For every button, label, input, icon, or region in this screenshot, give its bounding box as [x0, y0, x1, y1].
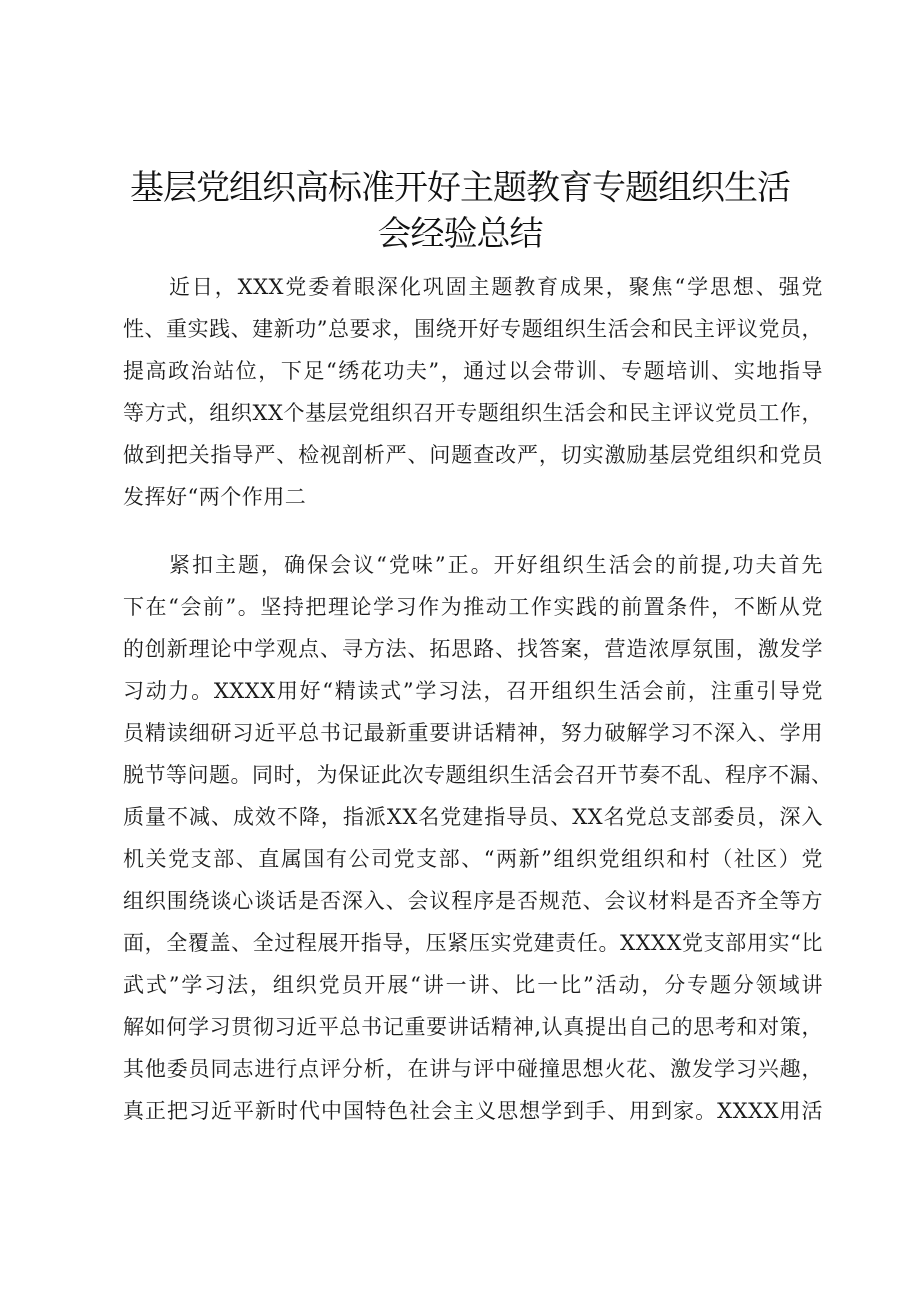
paragraph-line: 等方式，组织XX个基层党组织召开专题组织生活会和民主评议党员工作， [123, 401, 823, 425]
title-line-2: 会经验总结 [377, 214, 543, 254]
paragraph-line: 机关党支部、直属国有公司党支部、“两新”组织党组织和村（社区）党 [123, 847, 823, 871]
paragraph-line: 紧扣主题，确保会议“党味”正。开好组织生活会的前提,功夫首先 [169, 553, 823, 577]
paragraph-line: 其他委员同志进行点评分析，在讲与评中碰撞思想火花、激发学习兴趣， [123, 1057, 823, 1081]
title-line-1: 基层党组织高标准开好主题教育专题组织生活 [130, 168, 790, 208]
paragraph-line: 武式”学习法，组织党员开展“讲一讲、比一比”活动，分专题分领域讲 [123, 973, 823, 997]
paragraph-line: 发挥好“两个作用二 [123, 485, 307, 509]
paragraph-line: 面，全覆盖、全过程展开指导，压紧压实党建责任。XXXX党支部用实“比 [123, 931, 823, 955]
paragraph-line: 真正把习近平新时代中国特色社会主义思想学到手、用到家。XXXX用活 [123, 1099, 823, 1123]
paragraph-line: 的创新理论中学观点、寻方法、拓思路、找答案，营造浓厚氛围，激发学 [123, 637, 823, 661]
paragraph-line: 近日，XXX党委着眼深化巩固主题教育成果，聚焦“学思想、强党 [169, 275, 823, 299]
paragraph-line: 做到把关指导严、检视剖析严、问题查改严，切实激励基层党组织和党员 [123, 443, 823, 467]
paragraph-2 [123, 544, 833, 1132]
paragraph-line: 脱节等问题。同时，为保证此次专题组织生活会召开节奏不乱、程序不漏、 [123, 763, 833, 787]
paragraph-line: 员精读细研习近平总书记最新重要讲话精神，努力破解学习不深入、学用 [123, 721, 823, 745]
paragraph-line: 解如何学习贯彻习近平总书记重要讲话精神,认真提出自己的思考和对策， [123, 1015, 823, 1039]
document-title [110, 165, 810, 257]
paragraph-line: 质量不减、成效不降，指派XX名党建指导员、XX名党总支部委员，深入 [123, 805, 823, 829]
paragraph-line: 下在“会前”。坚持把理论学习作为推动工作实践的前置条件，不断从党 [123, 595, 823, 619]
document-body [123, 266, 833, 1132]
paragraph-line: 习动力。XXXX用好“精读式”学习法，召开组织生活会前，注重引导党 [123, 679, 823, 703]
paragraph-spacer [123, 518, 823, 544]
paragraph-line: 性、重实践、建新功”总要求，围绕开好专题组织生活会和民主评议党员， [123, 317, 823, 341]
paragraph-1 [123, 266, 823, 518]
paragraph-line: 提高政治站位，下足“绣花功夫”，通过以会带训、专题培训、实地指导 [123, 359, 823, 383]
paragraph-line: 组织围绕谈心谈话是否深入、会议程序是否规范、会议材料是否齐全等方 [123, 889, 823, 913]
